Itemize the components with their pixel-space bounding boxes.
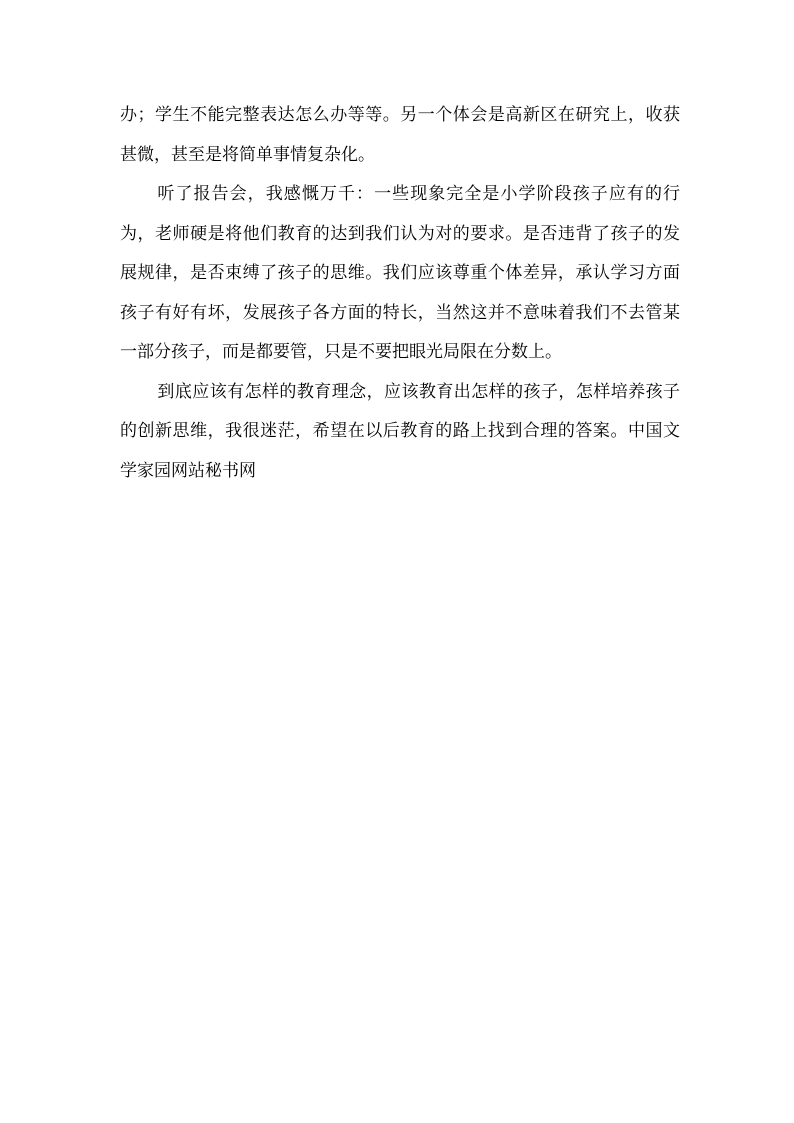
paragraph-report-reflection: 听了报告会，我感慨万千：一些现象完全是小学阶段孩子应有的行为，老师硬是将他们教育的达到我们认为对的要求。是否违背了孩子的发展规律，是否束缚了孩子的思维。我们应该尊重个体差异，承认学习方面孩子有好有坏，发展孩子各方面的特长，当然这并不意味着我们不去管某一部分孩子，而是都要管，只是不要把眼光局限在分数上。 bbox=[120, 184, 680, 362]
paragraph-education-philosophy: 到底应该有怎样的教育理念，应该教育出怎样的孩子，怎样培养孩子的创新思维，我很迷茫，希望在以后教育的路上找到合理的答案。中国文学家园网站秘书网 bbox=[120, 381, 680, 481]
document-body bbox=[120, 96, 680, 491]
paragraph-continuation: 办；学生不能完整表达怎么办等等。另一个体会是高新区在研究上，收获甚微，甚至是将简单事情复杂化。 bbox=[120, 105, 680, 165]
